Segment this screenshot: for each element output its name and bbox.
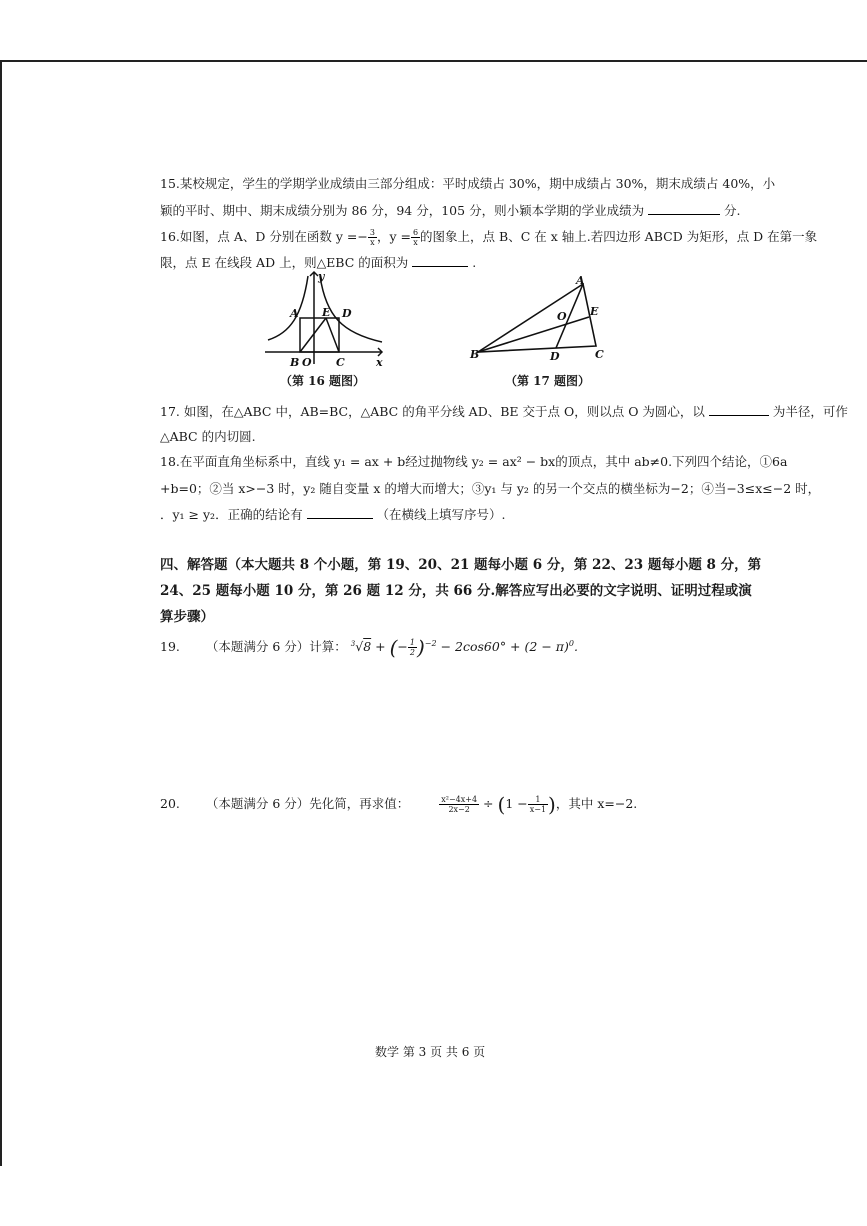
q19-end: . <box>573 639 578 655</box>
q19-line <box>160 632 578 660</box>
q19-frac-den: 2 <box>409 648 415 658</box>
q16-text2-end: . <box>472 255 477 270</box>
q18-line2: +b=0；②当 x>−3 时，y₂ 随自变量 x 的增大而增大；③y₁ 与 y₂ 的另一个交点的横坐标为−2；④当−3≤x≤−2 时， <box>160 481 821 496</box>
q16-f2-den: x <box>413 238 418 247</box>
q20-line: 20. （本题满分 6 分）先化简，再求值： $\frac{\text{x²−4x+4}}{2x-2}$ ÷ (1 − $\frac{1}{x-1}$ )，其中 x=−2. <box>160 792 638 817</box>
q19-prefix: （本题满分 6 分）计算： <box>205 639 347 655</box>
q20-f2-den: x−1 <box>529 805 547 814</box>
fig16-segment-BE <box>300 318 326 352</box>
q20-f1-den: 2x−2 <box>448 805 470 814</box>
q19-radicand: 8 <box>363 639 372 655</box>
fig16-curve-left <box>268 276 308 340</box>
fig16-label-O: O <box>302 356 312 368</box>
page-left-border <box>0 60 2 1166</box>
q19-exponent-0: 0 <box>568 639 574 648</box>
section4-line3: 算步骤） <box>160 609 214 625</box>
q19-root-index: 3 <box>350 640 356 648</box>
figure-17 <box>468 272 618 368</box>
q15-text-end: 分. <box>724 203 741 218</box>
q20-f1-num: x²−4x+4 <box>441 795 478 804</box>
q16-mid: ，y = <box>376 229 411 244</box>
q16-fraction-1 <box>368 228 377 247</box>
q20-fraction-2 <box>528 795 548 814</box>
q17-line2: △ABC 的内切圆. <box>160 429 256 444</box>
page-footer: 数学 第 3 页 共 6 页 <box>375 1045 486 1059</box>
q16-line1 <box>160 228 817 247</box>
q17-answer-blank[interactable] <box>709 403 769 416</box>
fig16-label-y: y <box>318 270 325 283</box>
fig17-label-A: A <box>576 274 585 287</box>
q19-pi-term: (2 − π) <box>524 639 569 655</box>
q19-plus: + <box>375 639 386 655</box>
q20-divide: ÷ <box>483 796 494 811</box>
q20-suffix: ，其中 x=−2. <box>555 796 638 811</box>
q17-text-post: 为半径，可作 <box>772 404 848 419</box>
q20-f2-num: 1 <box>528 795 548 805</box>
page-top-border <box>0 60 867 62</box>
q19-number: 19. <box>160 639 180 655</box>
q20-fraction-1 <box>439 795 479 814</box>
q16-fraction-2 <box>411 228 420 247</box>
fig16-label-D: D <box>342 307 352 320</box>
fig17-caption: （第 17 题图） <box>505 374 591 388</box>
q19-expression: $^3$√8 + (− $\frac{1}{2}$ )$^{-2} - 2\cos 60^\circ + (2 - \pi)^0$. <box>350 635 578 660</box>
q17-text: 17. 如图，在△ABC 中，AB=BC，△ABC 的角平分线 AD、BE 交于点 O，则以点 O 为圆心，以 <box>160 404 705 419</box>
fig16-label-C: C <box>336 356 345 368</box>
q16-f2-num: 6 <box>412 228 419 237</box>
q18-line3 <box>160 506 506 523</box>
q16-f1-num: 3 <box>369 228 375 237</box>
q16-text2: 限，点 E 在线段 AD 上，则△EBC 的面积为 <box>160 255 409 270</box>
q16-text: 16.如图，点 A、D 分别在函数 y =− <box>160 229 368 244</box>
section4-line2: 24、25 题每小题 10 分，第 26 题 12 分，共 66 分.解答应写出必要的文字说明、证明过程或演 <box>160 583 752 599</box>
figure-16 <box>260 268 390 368</box>
q16-f1-den: x <box>370 238 375 247</box>
q18-text: ．y₁ ≥ y₂．正确的结论有 <box>160 507 303 522</box>
q19-rest: − 2cos60° + <box>440 639 521 655</box>
fig17-label-O: O <box>557 310 567 323</box>
fig17-label-C: C <box>595 348 604 361</box>
q15-line2 <box>160 202 741 219</box>
q19-exponent: −2 <box>424 639 437 648</box>
fig17-label-E: E <box>590 305 599 318</box>
q20-number: 20. <box>160 796 180 811</box>
fig17-label-B: B <box>470 348 480 361</box>
fig16-label-A: A <box>290 307 299 320</box>
section4-line1: 四、解答题（本大题共 8 个小题，第 19、20、21 题每小题 6 分，第 22、23 题每小题 8 分，第 <box>160 557 762 573</box>
fig16-label-E: E <box>322 306 331 319</box>
q16-text-post: 的图象上，点 B、C 在 x 轴上.若四边形 ABCD 为矩形，点 D 在第一象 <box>420 229 818 244</box>
q17-line1 <box>160 403 848 420</box>
q18-answer-blank[interactable] <box>307 506 373 519</box>
fig16-caption: （第 16 题图） <box>280 374 366 388</box>
q15-text: 颖的平时、期中、期末成绩分别为 86 分，94 分，105 分，则小颖本学期的学业成绩为 <box>160 203 645 218</box>
fig16-label-B: B <box>290 356 300 368</box>
fig16-label-x: x <box>376 356 383 368</box>
q15-line1: 15.某校规定，学生的学期学业成绩由三部分组成：平时成绩占 30%，期中成绩占 30%，期末成绩占 40%，小 <box>160 176 776 191</box>
q20-one-minus: 1 − <box>505 796 528 811</box>
q18-line1: 18.在平面直角坐标系中，直线 y₁ = ax + b经过抛物线 y₂ = ax² − bx的顶点，其中 ab≠0.下列四个结论，①6a <box>160 454 788 469</box>
q16-answer-blank[interactable] <box>412 254 468 267</box>
q20-prefix: （本题满分 6 分）先化简，再求值： <box>205 796 410 811</box>
fig17-label-D: D <box>550 350 560 363</box>
q18-text-post: （在横线上填写序号）. <box>376 507 506 522</box>
q15-answer-blank[interactable] <box>648 202 720 215</box>
fig16-segment-EC <box>326 318 339 352</box>
q19-frac-num: 1 <box>409 638 415 648</box>
